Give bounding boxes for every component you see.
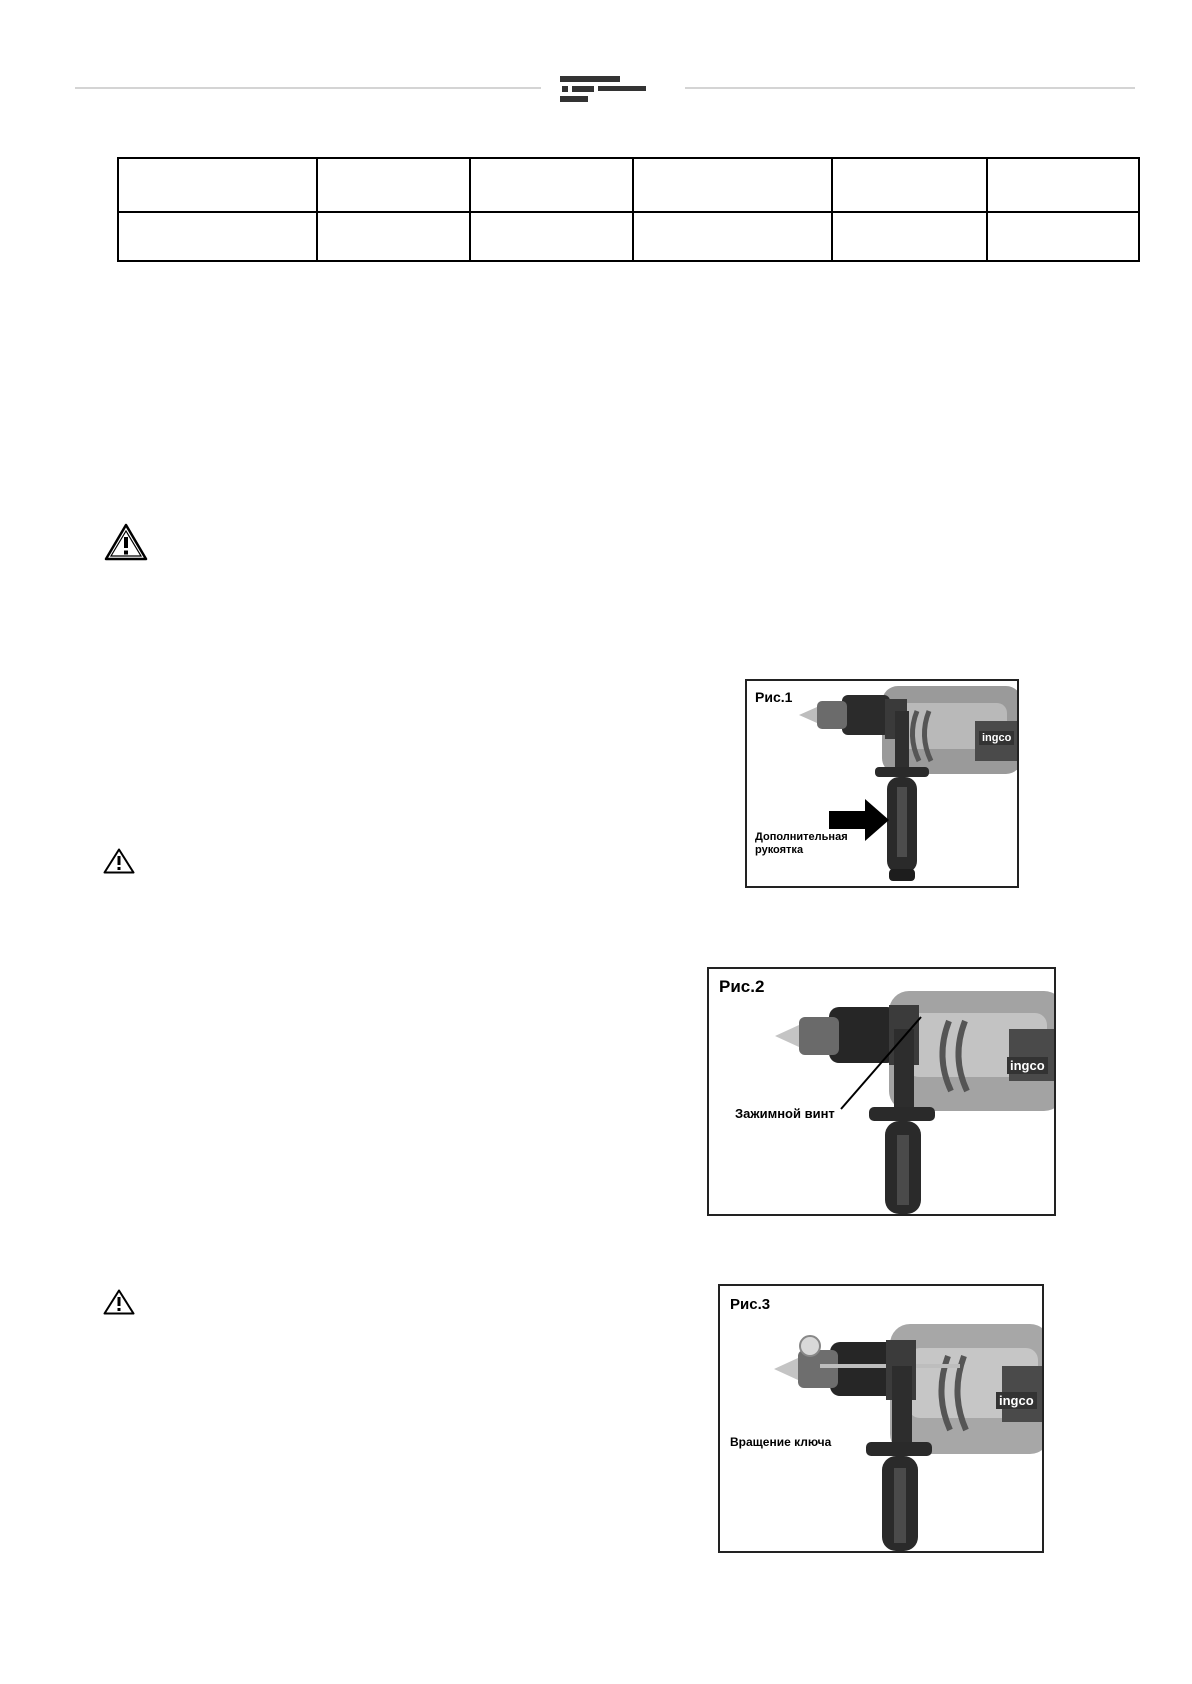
- figure-3: [718, 1284, 1044, 1553]
- table-cell: [118, 212, 317, 261]
- brand-label: ingco: [979, 731, 1014, 745]
- figure-title: Рис.2: [719, 977, 765, 996]
- drill-image: [709, 969, 1054, 1214]
- warning-triangle-icon: [103, 1289, 135, 1315]
- header-rule-left: [75, 87, 541, 89]
- figure-2: [707, 967, 1056, 1216]
- figure-title: Рис.3: [730, 1296, 771, 1313]
- figure-label-line: рукоятка: [755, 843, 804, 856]
- table-cell: [470, 158, 633, 212]
- table-cell: [633, 212, 832, 261]
- table-row: [118, 158, 1139, 212]
- warning-triangle-icon: [104, 523, 148, 561]
- brand-label: ingco: [996, 1392, 1037, 1409]
- table-cell: [832, 212, 987, 261]
- table-cell: [832, 158, 987, 212]
- warning-triangle-icon: [103, 848, 135, 874]
- table-cell: [987, 158, 1139, 212]
- figure-1: [745, 679, 1019, 888]
- header-rule-right: [685, 87, 1135, 89]
- table-cell: [118, 158, 317, 212]
- figure-title: Рис.1: [755, 689, 793, 705]
- figure-label-line: Зажимной винт: [735, 1106, 835, 1121]
- table-cell: [470, 212, 633, 261]
- figure-label-line: Дополнительная: [755, 831, 848, 843]
- figure-label: [730, 1436, 831, 1450]
- table-cell: [317, 158, 470, 212]
- table-cell: [633, 158, 832, 212]
- drill-image: [720, 1286, 1042, 1551]
- table-cell: [317, 212, 470, 261]
- table-cell: [987, 212, 1139, 261]
- table-row: [118, 212, 1139, 261]
- figure-label: [735, 1107, 835, 1122]
- figure-label-line: Вращение ключа: [730, 1435, 832, 1449]
- figure-label: [755, 831, 848, 856]
- brand-label: ingco: [1007, 1057, 1048, 1074]
- header-logo-glyph: [558, 74, 662, 106]
- spec-table: [117, 157, 1140, 262]
